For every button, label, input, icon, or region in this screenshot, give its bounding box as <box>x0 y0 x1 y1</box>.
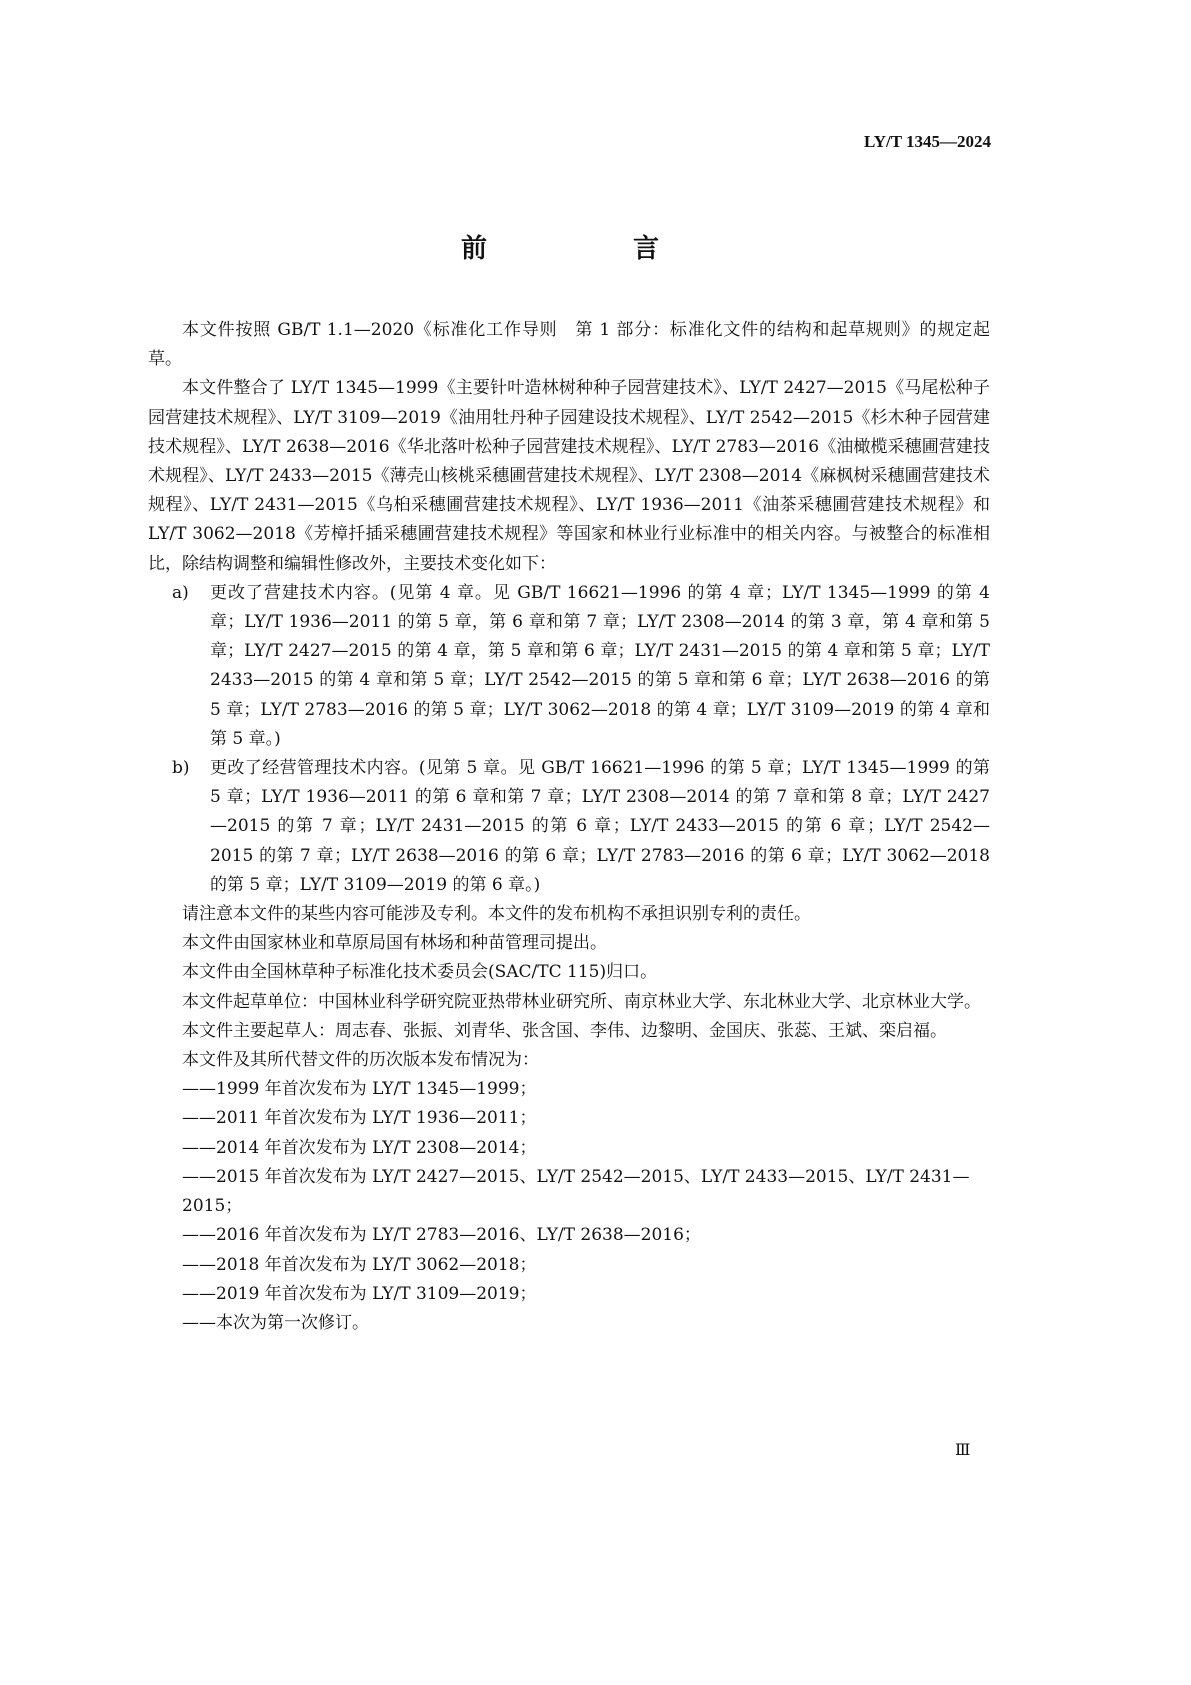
paragraph: 本文件整合了 LY/T 1345—1999《主要针叶造林树种种子园营建技术》、LY/T 2427—2015《马尾松种子园营建技术规程》、LY/T 3109—2019《油用牡丹种子园建设技术规程》、LY/T 2542—2015《杉木种子园营建技术规程》、LY/T 2638—2016《华北落叶松种子园营建技术规程》、LY/T 2783—2016《油橄榄采穗圃营建技术规程》、LY/T 2433—2015《薄壳山核桃采穗圃营建技术规程》、LY/T 2308—2014《麻枫树采穗圃营建技术规程》、LY/T 2431—2015《乌桕采穗圃营建技术规程》、LY/T 1936—2011《油茶采穗圃营建技术规程》和 LY/T 3062—2018《芳樟扦插采穗圃营建技术规程》等国家和林业行业标准中的相关内容。与被整合的标准相比，除结构调整和编辑性修改外，主要技术变化如下： <box>148 378 990 574</box>
history-item: ——2014 年首次发布为 LY/T 2308—2014； <box>182 1137 537 1158</box>
history-item: ——1999 年首次发布为 LY/T 1345—1999； <box>182 1079 537 1100</box>
history-item: ——2019 年首次发布为 LY/T 3109—2019； <box>182 1283 537 1304</box>
page-title: 前 言 <box>460 234 719 264</box>
paragraph: 本文件及其所代替文件的历次版本发布情况为： <box>182 1050 539 1071</box>
foreword-body <box>148 316 990 1338</box>
history-item: ——2011 年首次发布为 LY/T 1936—2011； <box>182 1108 537 1129</box>
history-item: ——2018 年首次发布为 LY/T 3062—2018； <box>182 1254 537 1275</box>
document-number: LY/T 1345—2024 <box>863 132 991 151</box>
paragraph: 本文件由全国林草种子标准化技术委员会(SAC/TC 115)归口。 <box>182 962 658 983</box>
history-item: ——2016 年首次发布为 LY/T 2783—2016、LY/T 2638—2016； <box>182 1225 701 1246</box>
list-text: 更改了营建技术内容。(见第 4 章。见 GB/T 16621—1996 的第 4 章；LY/T 1345—1999 的第 4 章；LY/T 1936—2011 的第 5 章，第 6 章和第 7 章；LY/T 2308—2014 的第 3 章，第 4 章和第 5 章；LY/T 2427—2015 的第 4 章，第 5 章和第 6 章；LY/T 2431—2015 的第 4 章和第 5 章；LY/T 2433—2015 的第 4 章和第 5 章；LY/T 2542—2015 的第 5 章和第 6 章；LY/T 2638—2016 的第 5 章；LY/T 2783—2016 的第 5 章；LY/T 3062—2018 的第 4 章；LY/T 3109—2019 的第 4 章和第 5 章。) <box>210 582 990 749</box>
list-item <box>148 579 990 754</box>
list-item <box>148 754 990 900</box>
paragraph: 本文件由国家林业和草原局国有林场和种苗管理司提出。 <box>182 933 607 954</box>
paragraph: 请注意本文件的某些内容可能涉及专利。本文件的发布机构不承担识别专利的责任。 <box>182 904 811 925</box>
list-text: 更改了经营管理技术内容。(见第 5 章。见 GB/T 16621—1996 的第 5 章；LY/T 1345—1999 的第 5 章；LY/T 1936—2011 的第 6 章和第 7 章；LY/T 2308—2014 的第 7 章和第 8 章；LY/T 2427—2015 的第 7 章；LY/T 2431—2015 的第 6 章；LY/T 2433—2015 的第 6 章；LY/T 2542—2015 的第 7 章；LY/T 2638—2016 的第 6 章；LY/T 2783—2016 的第 6 章；LY/T 3062—2018 的第 5 章；LY/T 3109—2019 的第 6 章。) <box>210 758 990 895</box>
list-marker: b) <box>172 758 190 779</box>
page-number: Ⅲ <box>955 1440 971 1459</box>
paragraph: 本文件起草单位：中国林业科学研究院亚热带林业研究所、南京林业大学、东北林业大学、北京林业大学。 <box>182 991 981 1012</box>
paragraph: 本文件按照 GB/T 1.1—2020《标准化工作导则 第 1 部分：标准化文件的结构和起草规则》的规定起草。 <box>148 320 990 370</box>
paragraph: 本文件主要起草人：周志春、张振、刘青华、张含国、李伟、边黎明、金国庆、张蕊、王斌、栾启福。 <box>182 1020 947 1041</box>
history-item: ——本次为第一次修订。 <box>182 1312 369 1333</box>
history-item: ——2015 年首次发布为 LY/T 2427—2015、LY/T 2542—2015、LY/T 2433—2015、LY/T 2431—2015； <box>182 1166 970 1217</box>
list-marker: a) <box>172 582 189 603</box>
